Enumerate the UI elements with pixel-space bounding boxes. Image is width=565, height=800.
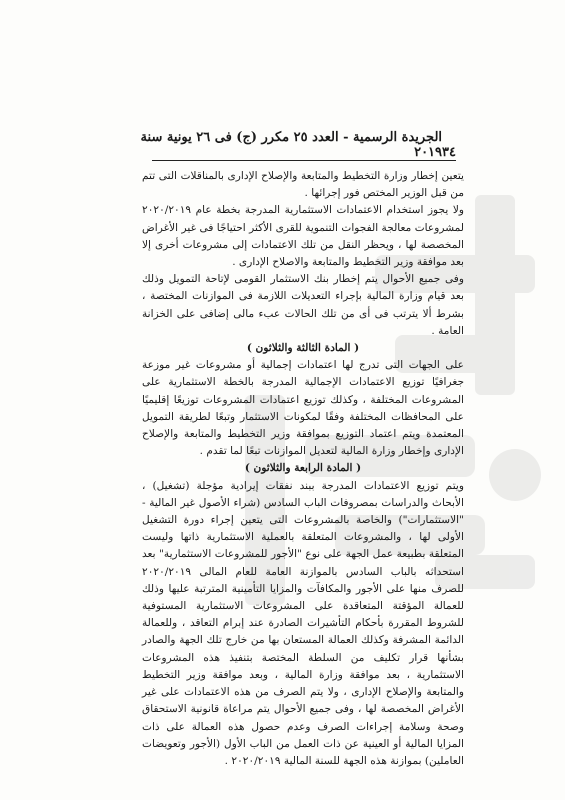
page-header: [140, 130, 456, 160]
page-number: ٣٤: [442, 145, 456, 160]
paragraph: ويتم توزيع الاعتمادات المدرجة ببند نفقات إيرادية مؤجلة (تشغيل) ، الأبحاث والدراسات بمصروفات الباب السادس (شراء الأصول غير المالية - "الاستثمارات") والخاصة بالمشروعات التى يتعين إجراء دورة التشغيل الأولى لها ، والمشروعات المتعلقة بالعملية الاستثمارية ذاتها وليست المتعلقة بطبيعة عمل الجهة على نوع "الأجور للمشروعات الاستثمارية" بعد استحداثه بالباب السادس بالموازنة العامة للعام المالى ٢٠٢٠/٢٠١٩ للصرف منها على الأجور والمكافآت والمزايا التأمينية المترتبة عليها وذلك للعمالة المؤقتة المتعاقدة على المشروعات الاستثمارية المستوفية للشروط المقررة بأحكام التأشيرات الصادرة عند إبرام التعاقد ، وللعمالة الدائمة المشرفة وكذلك العمالة المستعان بها من خارج تلك الجهة والصادر بشأنها قرار تكليف من السلطة المختصة بتنفيذ هذه المشروعات الاستثمارية ، بعد موافقة وزارة المالية ، وبعد موافقة وزير التخطيط والمتابعة والإصلاح الإدارى ، ولا يتم الصرف من هذه الاعتمادات على غير الأغراض المخصصة لها ، وفى جميع الأحوال يتم مراعاة قانونية الاستحقاق وصحة وسلامة إجراءات الصرف وعدم حصول هذه العمالة على ذات المزايا المالية أو العينية عن ذات العمل من الباب الأول (الأجور وتعويضات العاملين) بموازنة هذه الجهة للسنة المالية ٢٠٢٠/٢٠١٩ .: [142, 479, 464, 767]
paragraph: يتعين إخطار وزارة التخطيط والمتابعة والإصلاح الإدارى بالمناقلات التى تتم من قبل الوزير المختص فور إجرائها .: [142, 170, 464, 200]
document-body: [142, 168, 464, 770]
paragraph: وفى جميع الأحوال يتم إخطار بنك الاستثمار القومى لإتاحة التمويل وذلك بعد قيام وزارة المالية بإجراء التعديلات اللازمة فى الموازنات المختصة ، بشرط ألا يترتب فى أى من تلك الحالات عبء مالى إضافى على الخزانة العامة .: [142, 273, 464, 337]
article-heading: ( المادة الرابعة والثلاثون ): [244, 462, 362, 475]
paragraph: على الجهات التى تدرج لها اعتمادات إجمالية أو مشروعات غير موزعة جغرافيًا توزيع الاعتمادات الإجمالية المدرجة بالخطة الاستثمارية على المشروعات المختلفة ، وكذلك توزيع اعتمادات المشروعات توزيعًا إقليميًا على المحافظات المختلفة وفقًا لمكونات الاستثمار وتبعًا لطريقة التمويل المعتمدة ويتم اعتماد التوزيع بموافقة وزير التخطيط والمتابعة والإصلاح الإدارى وإخطار وزارة المالية لتعديل الموازنات تبعًا لما تقدم .: [142, 359, 464, 458]
paragraph: ولا يجوز استخدام الاعتمادات الاستثمارية المدرجة بخطة عام ٢٠٢٠/٢٠١٩ لمشروعات معالجة الفجوات التنموية للقرى الأكثر احتياجًا فى غير الأغراض المخصصة لها ، ويحظر النقل من تلك الاعتمادات إلى مشروعات أخرى إلا بعد موافقة وزير التخطيط والمتابعة والاصلاح الإدارى .: [142, 204, 464, 269]
header-rule: [152, 160, 456, 161]
gazette-title: الجريدة الرسمية - العدد ٢٥ مكرر (ج) فى ٢٦ يونية سنة ٢٠١٩: [140, 130, 443, 160]
article-heading: ( المادة الثالثة والثلاثون ): [246, 342, 360, 355]
